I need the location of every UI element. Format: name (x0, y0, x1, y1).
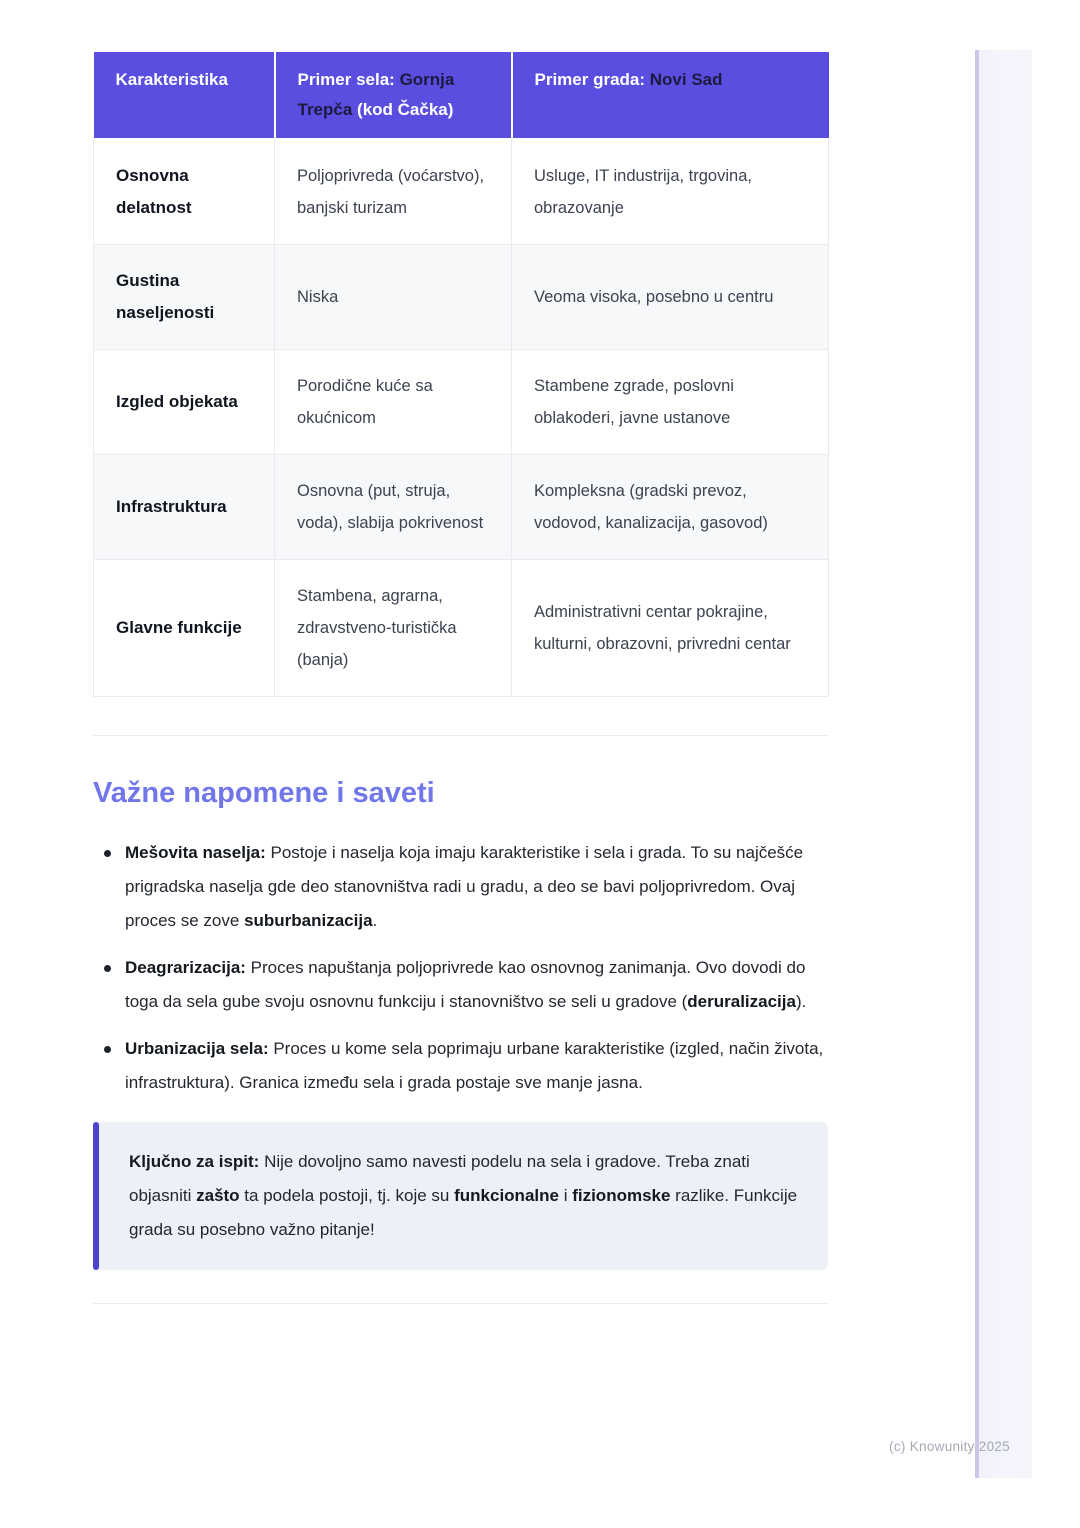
note-text: . (372, 911, 378, 930)
bullet-icon (104, 850, 111, 857)
header-cell-karakteristika (94, 52, 275, 139)
header-label: Primer sela: (297, 70, 400, 89)
list-item (93, 836, 828, 938)
comparison-table (93, 52, 829, 697)
callout-text: i (558, 1186, 573, 1205)
table-header-row (94, 52, 829, 139)
note-text: Proces napuštanja poljoprivrede kao osnovnog zanimanja. Ovo dovodi do toga da sela gube svoju osnovnu funkciju i stanovništvo se seli u gradove ( (125, 958, 806, 1011)
cell-selo: Poljoprivreda (voćarstvo), banjski turizam (275, 139, 512, 245)
header-label: Primer grada: (534, 70, 650, 89)
copyright-footer: (c) Knowunity 2025 (889, 1439, 1010, 1454)
callout-text: ta podela postoji, tj. koje su (239, 1186, 455, 1205)
cell-selo: Stambena, agrarna, zdravstveno-turistička (banja) (275, 560, 512, 697)
header-label: (kod Čačka) (352, 100, 454, 119)
row-label: Glavne funkcije (94, 560, 275, 697)
header-label: Karakteristika (115, 70, 228, 89)
note-emphasis: suburbanizacija (244, 911, 373, 930)
exam-tip-callout (93, 1122, 828, 1270)
table-row (94, 350, 829, 455)
note-text: Postoje i naselja koja imaju karakteristike i sela i grada. To su najčešće prigradska naselja gde deo stanovništva radi u gradu, a deo se bavi poljoprivredom. Ovaj proces se zove (125, 843, 804, 930)
callout-text: razlike. Funkcije grada su posebno važno pitanje! (129, 1186, 798, 1239)
note-emphasis: deruralizacija (687, 992, 796, 1011)
callout-emphasis: funkcionalne (454, 1186, 559, 1205)
list-item (93, 1032, 828, 1100)
bullet-icon (104, 1046, 111, 1053)
page-side-accent-band (975, 50, 1032, 1478)
section-divider (93, 1303, 828, 1304)
note-text: Proces u kome sela poprimaju urbane karakteristike (izgled, način života, infrastruktura). Granica između sela i grada postaje sve manje jasna. (125, 1039, 824, 1092)
table-row (94, 455, 829, 560)
row-label: Osnovna delatnost (94, 139, 275, 245)
notes-list (93, 836, 828, 1100)
cell-grad: Usluge, IT industrija, trgovina, obrazovanje (512, 139, 829, 245)
callout-text: Nije dovoljno samo navesti podelu na sela i gradove. Treba znati objasniti (129, 1152, 750, 1205)
list-item (93, 951, 828, 1019)
header-cell-primer-grada (512, 52, 829, 139)
header-cell-primer-sela (275, 52, 512, 139)
table-row (94, 560, 829, 697)
cell-grad: Veoma visoka, posebno u centru (512, 245, 829, 350)
row-label: Gustina naseljenosti (94, 245, 275, 350)
cell-grad: Administrativni centar pokrajine, kulturni, obrazovni, privredni centar (512, 560, 829, 697)
note-lead: Deagrarizacija: (125, 958, 246, 977)
table-row (94, 139, 829, 245)
callout-emphasis: zašto (196, 1186, 240, 1205)
header-highlight: Gornja Trepča (297, 70, 455, 119)
callout-emphasis: fizionomske (572, 1186, 671, 1205)
cell-selo: Osnovna (put, struja, voda), slabija pokrivenost (275, 455, 512, 560)
callout-lead: Ključno za ispit: (129, 1152, 260, 1171)
cell-selo: Porodične kuće sa okućnicom (275, 350, 512, 455)
header-highlight: Novi Sad (649, 70, 723, 89)
table-row (94, 245, 829, 350)
cell-grad: Stambene zgrade, poslovni oblakoderi, javne ustanove (512, 350, 829, 455)
row-label: Izgled objekata (94, 350, 275, 455)
note-text: ). (795, 992, 807, 1011)
page-title: Važne napomene i saveti (93, 777, 435, 809)
section-divider (93, 735, 828, 736)
note-lead: Urbanizacija sela: (125, 1039, 269, 1058)
row-label: Infrastruktura (94, 455, 275, 560)
bullet-icon (104, 965, 111, 972)
cell-selo: Niska (275, 245, 512, 350)
note-lead: Mešovita naselja: (125, 843, 266, 862)
document-content (93, 0, 828, 1304)
cell-grad: Kompleksna (gradski prevoz, vodovod, kanalizacija, gasovod) (512, 455, 829, 560)
